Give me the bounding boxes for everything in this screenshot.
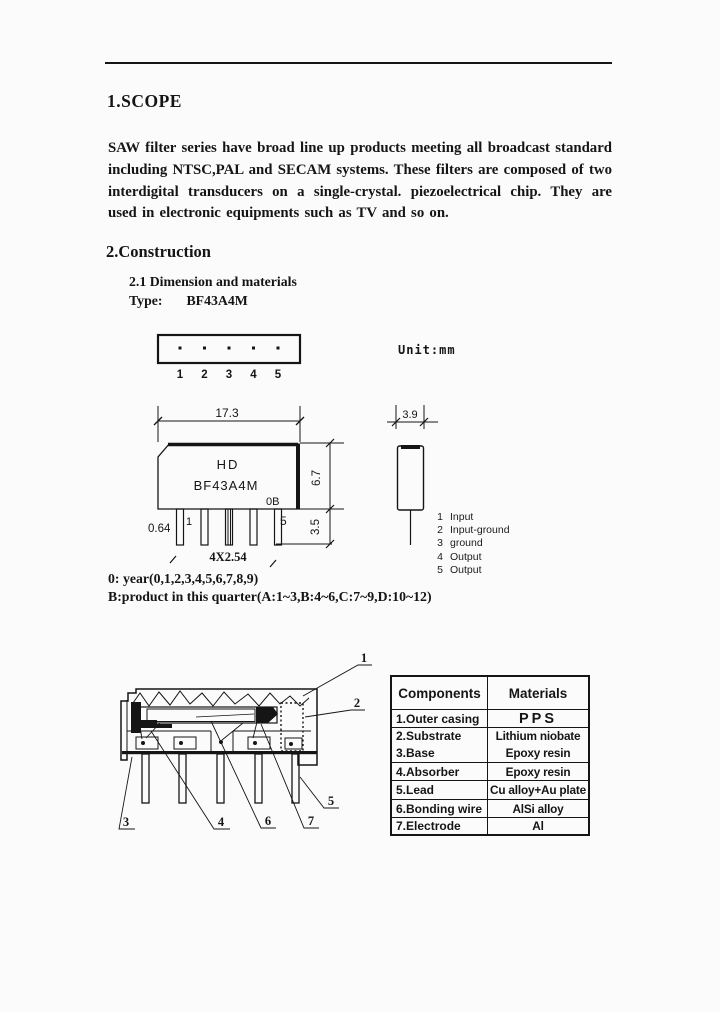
table-row bbox=[392, 709, 588, 727]
material-cell: Epoxy resin bbox=[505, 746, 571, 760]
cross-section-leads bbox=[142, 754, 299, 803]
callout-6: 6 bbox=[264, 814, 272, 828]
header-components: Components bbox=[392, 677, 488, 709]
front-pin-first-label: 1 bbox=[186, 516, 193, 528]
pin-number: 5 bbox=[437, 563, 443, 576]
code-note-year: 0: year(0,1,2,3,4,5,6,7,8,9) bbox=[108, 571, 259, 586]
table-row bbox=[392, 762, 588, 780]
absorber-zigzag bbox=[133, 691, 309, 706]
pin-label: Input-ground bbox=[450, 524, 510, 537]
pin-assignment-row bbox=[434, 564, 510, 577]
subsection-heading: 2.1 Dimension and materials bbox=[129, 274, 297, 289]
package-front-view bbox=[148, 406, 344, 567]
material-cell: Cu alloy+Au plate bbox=[490, 783, 586, 797]
material-cell: Lithium niobate bbox=[495, 729, 581, 743]
callout-1: 1 bbox=[360, 651, 368, 665]
materials-table-header bbox=[392, 677, 588, 709]
package-side-view bbox=[387, 405, 438, 545]
dim-lead-length-label: 3.5 bbox=[310, 519, 322, 535]
table-row bbox=[392, 727, 588, 744]
type-label: Type: bbox=[129, 293, 163, 308]
material-cell: Epoxy resin bbox=[505, 764, 571, 779]
callouts bbox=[119, 651, 372, 829]
table-row bbox=[392, 817, 588, 834]
table-row bbox=[392, 744, 588, 762]
pin-number: 1 bbox=[437, 511, 443, 523]
topview-pin-3: 3 bbox=[225, 369, 233, 381]
table-row bbox=[392, 780, 588, 799]
materials-table bbox=[390, 675, 590, 836]
topview-pin-2: 2 bbox=[201, 369, 208, 381]
component-cell: 2.Substrate bbox=[392, 728, 488, 744]
component-cell: 5.Lead bbox=[392, 781, 488, 799]
dim-lead-pitch-label: 4X2.54 bbox=[209, 550, 247, 564]
topview-pin-4: 4 bbox=[250, 369, 257, 381]
marking-brand: HD bbox=[216, 457, 240, 472]
component-cell: 6.Bonding wire bbox=[392, 800, 488, 817]
component-cell: 4.Absorber bbox=[392, 763, 488, 780]
date-code: 0B bbox=[266, 496, 280, 508]
front-pin-last-label: 5 bbox=[280, 514, 287, 528]
package-top-view bbox=[158, 335, 300, 381]
pin-assignment-row bbox=[434, 524, 510, 537]
pin-assignment-row bbox=[434, 551, 510, 564]
pin-label: Input bbox=[450, 511, 474, 523]
topview-pin-1: 1 bbox=[176, 369, 184, 381]
pin-number: 3 bbox=[437, 537, 443, 550]
callout-7: 7 bbox=[307, 814, 315, 828]
type-value: BF43A4M bbox=[186, 293, 248, 308]
pin-assignment-list bbox=[434, 511, 510, 577]
pin-label: Output bbox=[450, 550, 482, 563]
code-note-quarter: B:product in this quarter(A:1~3,B:4~6,C:7~9,D:10~12) bbox=[108, 589, 432, 604]
material-cell: PPS bbox=[518, 710, 557, 727]
substrate-assembly bbox=[131, 702, 278, 733]
callout-3: 3 bbox=[122, 815, 130, 829]
scope-paragraph: SAW filter series have broad line up products meeting all broadcast standard including NTSC,PAL and SECAM systems. These filters are composed of two interdigital transducers on a single-crystal. piezoelectrical chip. They are used in electronic equipments such as TV and so on. bbox=[108, 140, 612, 222]
dim-lead-width-label: 0.64 bbox=[148, 523, 171, 535]
callout-5: 5 bbox=[327, 794, 335, 808]
scope-heading: 1.SCOPE bbox=[107, 91, 182, 111]
pin-label: ground bbox=[450, 537, 483, 550]
component-cell: 3.Base bbox=[392, 744, 488, 762]
pin-number: 4 bbox=[437, 550, 443, 563]
type-line bbox=[129, 293, 248, 309]
component-cell: 1.Outer casing bbox=[392, 710, 488, 727]
pin-number: 2 bbox=[437, 524, 443, 537]
pin-label: Output bbox=[450, 563, 482, 576]
cross-section-diagram bbox=[100, 645, 400, 850]
material-cell: AlSi alloy bbox=[512, 801, 564, 816]
marking-type: BF43A4M bbox=[193, 478, 259, 493]
table-row bbox=[392, 799, 588, 817]
callout-2: 2 bbox=[353, 696, 361, 710]
header-materials: Materials bbox=[508, 685, 568, 701]
top-rule bbox=[105, 62, 612, 64]
pin-assignment-row bbox=[434, 511, 510, 524]
pad-shelf bbox=[127, 731, 311, 751]
callout-4: 4 bbox=[217, 815, 225, 829]
material-cell: Al bbox=[532, 819, 544, 833]
pin-assignment-row bbox=[434, 537, 510, 550]
dim-width-label: 17.3 bbox=[215, 406, 239, 420]
dim-height-label: 6.7 bbox=[311, 470, 323, 486]
construction-heading: 2.Construction bbox=[106, 242, 211, 261]
dim-thickness-label: 3.9 bbox=[402, 409, 418, 421]
topview-pin-5: 5 bbox=[274, 369, 282, 381]
component-cell: 7.Electrode bbox=[392, 818, 488, 834]
unit-note: Unit:mm bbox=[398, 343, 456, 357]
